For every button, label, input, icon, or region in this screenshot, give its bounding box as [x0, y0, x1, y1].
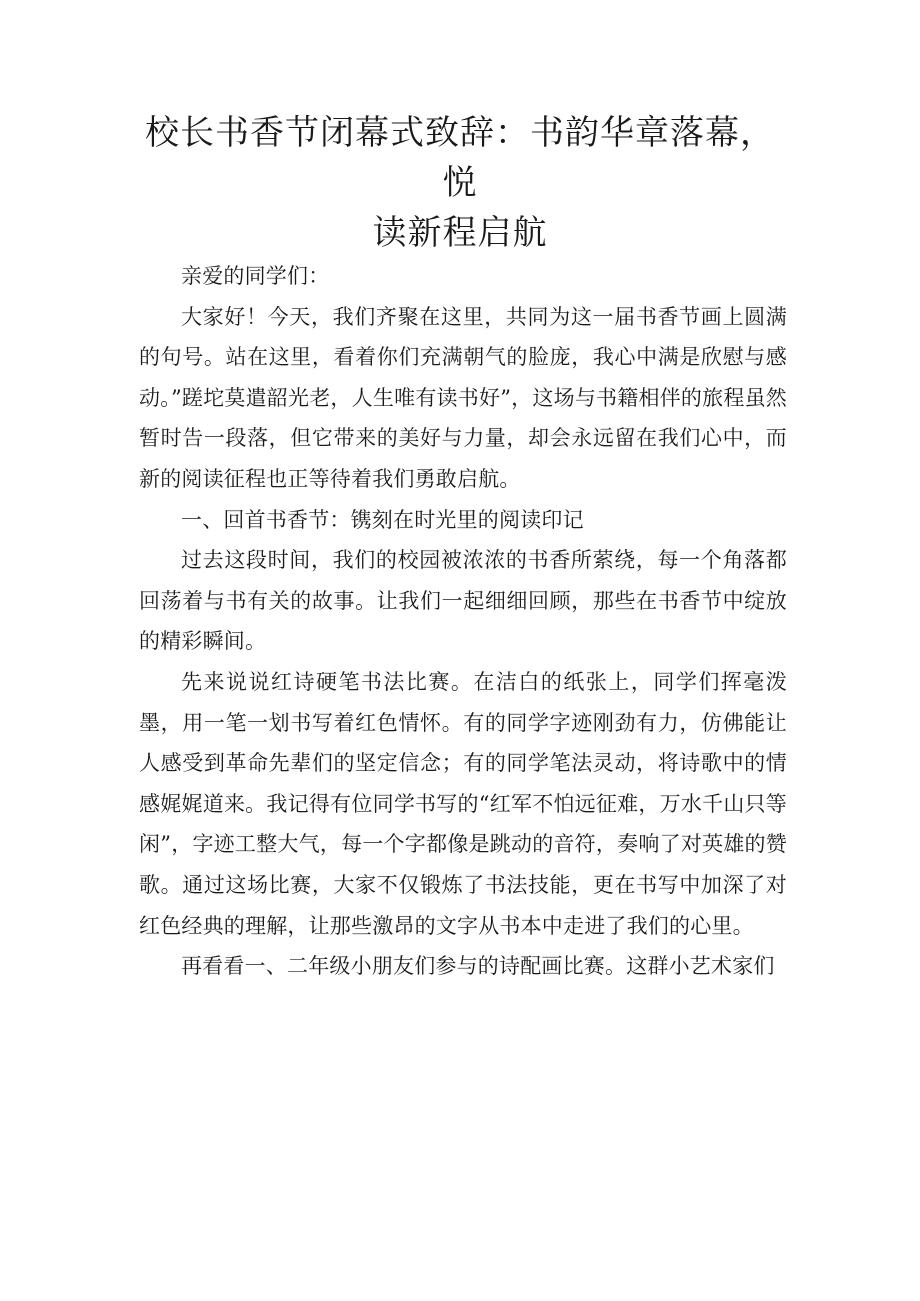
title-line-2: 读新程启航 — [372, 213, 548, 253]
opening-paragraph: 大家好！今天，我们齐聚在这里，共同为这一届书香节画上圆满的句号。站在这里，看着你们充满朝气的脸庞，我心中满是欣慰与感动。”蹉坨莫遣韶光老，人生唯有读书好”，这场与书籍相伴的旅程虽然暂时告一段落，但它带来的美好与力量，却会永远留在我们心中，而新的阅读征程也正等待着我们勇敢启航。 — [139, 304, 787, 491]
title-line-1: 校长书香节闭幕式致辞：书韵华章落幕，悦 — [145, 113, 775, 203]
document-body — [139, 256, 787, 987]
review-paragraph: 过去这段时间，我们的校园被浓浓的书香所萦绕，每一个角落都回荡着与书有关的故事。让我们一起细细回顾，那些在书香节中绽放的精彩瞬间。 — [139, 548, 787, 654]
section-heading: 一、回首书香节：镌刻在时光里的阅读印记 — [181, 507, 584, 532]
greeting-paragraph: 亲爱的同学们： — [181, 264, 330, 288]
calligraphy-paragraph: 先来说说红诗硬笔书法比赛。在洁白的纸张上，同学们挥毫泼墨，用一笔一划书写着红色情怀。有的同学字迹刚劲有力，仿佛能让人感受到革命先辈们的坚定信念；有的同学笔法灵动，将诗歌中的情感娓娓道来。我记得有位同学书写的“红军不怕远征难，万水千山只等闲”，字迹工整大气，每一个字都像是跳动的音符，奏响了对英雄的赞歌。通过这场比赛，大家不仅锻炼了书法技能，更在书写中加深了对红色经典的理解，让那些激昂的文字从书本中走进了我们的心里。 — [139, 669, 787, 938]
poem-painting-paragraph: 再看看一、二年级小朋友们参与的诗配画比赛。这群小艺术家们 — [181, 954, 775, 979]
document-title — [130, 108, 790, 258]
